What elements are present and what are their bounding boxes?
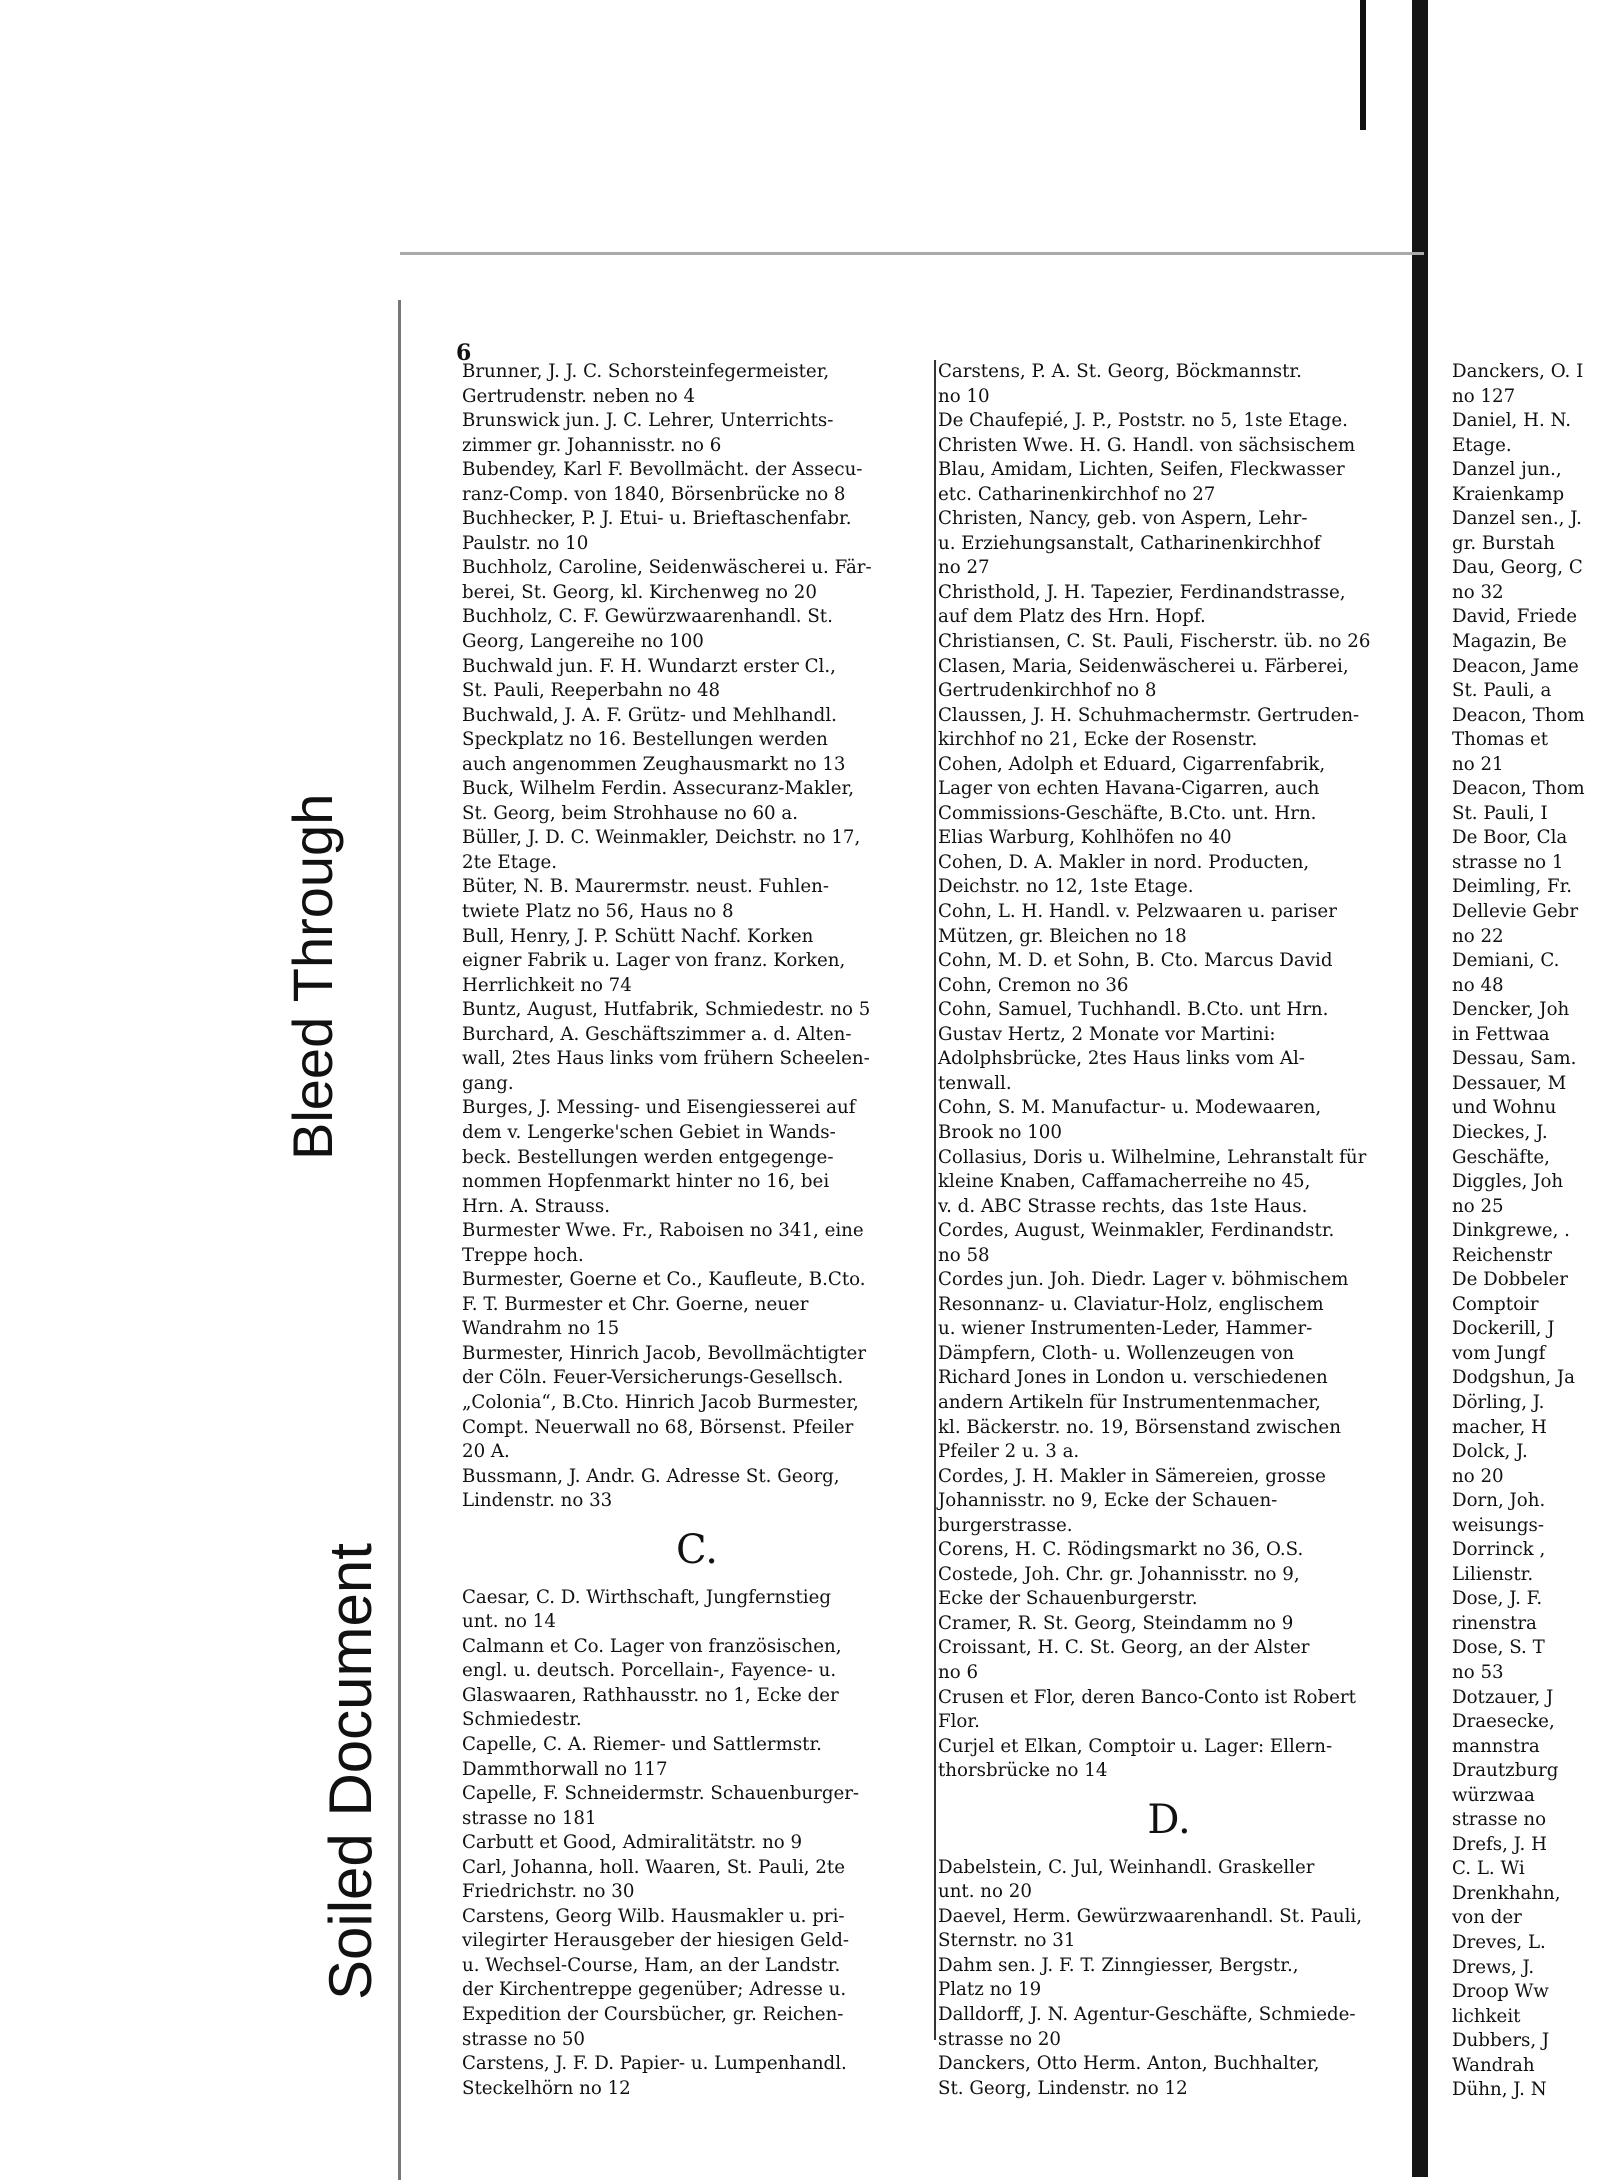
directory-entry-line: Dreves, L. — [1452, 1932, 1546, 1953]
directory-entry-line: no 127 — [1452, 385, 1516, 407]
directory-entry-line: Costede, Joh. Chr. gr. Johannisstr. no 9, — [938, 1563, 1300, 1585]
directory-entry-line: Cohn, L. H. Handl. v. Pelzwaaren u. pariser — [938, 901, 1337, 923]
directory-entry-line: Dörling, J. — [1452, 1391, 1545, 1413]
directory-entry-line: Dubbers, J — [1452, 2030, 1550, 2052]
directory-entry-line: von der — [1452, 1907, 1522, 1929]
directory-entry-line: Danckers, O. I — [1452, 361, 1584, 382]
directory-entry-line: Buchwald, J. A. F. Grütz- und Mehlhandl. — [462, 704, 837, 726]
directory-entry-line: Deacon, Thom — [1452, 704, 1585, 726]
directory-entry-line: Cohn, M. D. et Sohn, B. Cto. Marcus David — [938, 950, 1333, 972]
directory-entry-line: Cordes, J. H. Makler in Sämereien, grosse — [938, 1465, 1326, 1487]
directory-entry-line: Brook no 100 — [938, 1121, 1062, 1143]
directory-entry-line: David, Friede — [1452, 606, 1578, 628]
directory-entry-line: Steckelhörn no 12 — [462, 2077, 631, 2099]
directory-column-right-partial — [1452, 360, 1600, 2103]
directory-entry-line: Richard Jones in London u. verschiedenen — [938, 1367, 1328, 1389]
directory-entry-line: der Kirchentreppe gegenüber; Adresse u. — [462, 1979, 847, 2001]
directory-entry-line: Daniel, H. N. — [1452, 410, 1572, 432]
directory-entry-line: Dose, J. F. — [1452, 1588, 1543, 1610]
directory-entry-line: Expedition der Coursbücher, gr. Reichen- — [462, 2004, 844, 2025]
directory-entry-line: no 27 — [938, 557, 990, 579]
directory-entry-line: Cohn, S. M. Manufactur- u. Modewaaren, — [938, 1097, 1322, 1119]
directory-entry-line: Collasius, Doris u. Wilhelmine, Lehranstalt für — [938, 1146, 1367, 1168]
directory-entry-line: Dühn, J. N — [1452, 2079, 1547, 2101]
directory-entry-line: Sternstr. no 31 — [938, 1930, 1076, 1952]
directory-entry-line: kirchhof no 21, Ecke der Rosenstr. — [938, 729, 1258, 751]
directory-entry-line: strasse no 20 — [938, 2028, 1061, 2050]
directory-entry-line: kleine Knaben, Caffamacherreihe no 45, — [938, 1171, 1311, 1193]
directory-entry-line: Cordes, August, Weinmakler, Ferdinandstr. — [938, 1220, 1335, 1242]
directory-entry-line: Drenkhahn, — [1452, 1882, 1561, 1904]
page-left-edge — [398, 300, 401, 2180]
directory-column-left — [462, 360, 932, 2101]
directory-entry-line: Dammthorwall no 117 — [462, 1758, 668, 1780]
directory-entry-line: andern Artikeln für Instrumentenmacher, — [938, 1391, 1321, 1413]
page-number: 6 — [456, 340, 472, 366]
directory-entry-line: Deacon, Thom — [1452, 778, 1585, 800]
directory-entry-line: Cramer, R. St. Georg, Steindamm no 9 — [938, 1612, 1294, 1634]
directory-entry-line: würzwaa — [1452, 1784, 1535, 1806]
directory-entry-line: Christen, Nancy, geb. von Aspern, Lehr- — [938, 508, 1308, 530]
directory-entry-line: Calmann et Co. Lager von französischen, — [462, 1635, 842, 1657]
directory-entry-line: Wandrah — [1452, 2054, 1535, 2076]
directory-entry-line: Brunner, J. J. C. Schorsteinfegermeister, — [462, 361, 830, 382]
directory-entry-line: nommen Hopfenmarkt hinter no 16, bei — [462, 1171, 830, 1193]
directory-entry-line: gang. — [462, 1072, 514, 1094]
directory-entry-line: St. Pauli, Reeperbahn no 48 — [462, 680, 721, 702]
directory-entry-line: Gertrudenkirchhof no 8 — [938, 680, 1157, 702]
directory-entry-line: macher, H — [1452, 1416, 1547, 1438]
directory-entry-line: Croissant, H. C. St. Georg, an der Alster — [938, 1637, 1310, 1659]
directory-entry-line: Cohn, Cremon no 36 — [938, 974, 1129, 996]
directory-entry-line: Reichenstr — [1452, 1244, 1552, 1266]
directory-entry-line: Ecke der Schauenburgerstr. — [938, 1588, 1198, 1610]
directory-entry-line: Dolck, J. — [1452, 1441, 1528, 1463]
directory-entry-line: Mützen, gr. Bleichen no 18 — [938, 925, 1187, 947]
directory-entry-line: u. Wechsel-Course, Ham, an der Landstr. — [462, 1954, 841, 1976]
directory-entry-line: Paulstr. no 10 — [462, 532, 589, 554]
directory-entry-line: rinenstra — [1452, 1612, 1537, 1634]
directory-entry-line: Christhold, J. H. Tapezier, Ferdinandstrasse, — [938, 581, 1346, 603]
directory-entry-line: Bull, Henry, J. P. Schütt Nachf. Korken — [462, 925, 814, 947]
directory-entry-line: unt. no 14 — [462, 1611, 556, 1633]
directory-entry-line: Platz no 19 — [938, 1979, 1042, 2001]
directory-entry-line: Burchard, A. Geschäftszimmer a. d. Alten- — [462, 1023, 852, 1045]
directory-entry-line: no 32 — [1452, 581, 1504, 603]
directory-entry-line: Corens, H. C. Rödingsmarkt no 36, O.S. — [938, 1539, 1304, 1561]
directory-entry-line: St. Georg, Lindenstr. no 12 — [938, 2077, 1188, 2099]
directory-entry-line: kl. Bäckerstr. no. 19, Börsenstand zwischen — [938, 1416, 1341, 1438]
directory-entry-line: Drautzburg — [1452, 1760, 1559, 1782]
directory-entry-line: Kraienkamp — [1452, 483, 1565, 505]
directory-entry-line: Capelle, C. A. Riemer- und Sattlermstr. — [462, 1733, 822, 1755]
directory-entry-line: Blau, Amidam, Lichten, Seifen, Fleckwasser — [938, 459, 1345, 481]
directory-entry-line: Dalldorff, J. N. Agentur-Geschäfte, Schmiede- — [938, 2004, 1356, 2025]
directory-entry-line: und Wohnu — [1452, 1097, 1557, 1119]
directory-entry-line: no 22 — [1452, 925, 1504, 947]
directory-entry-line: Glaswaaren, Rathhausstr. no 1, Ecke der — [462, 1684, 839, 1706]
directory-entry-line: Diggles, Joh — [1452, 1171, 1564, 1193]
directory-entry-line: weisungs- — [1452, 1514, 1545, 1536]
directory-entry-line: „Colonia“, B.Cto. Hinrich Jacob Burmester, — [462, 1391, 859, 1413]
directory-entry-line: strasse no 181 — [462, 1807, 597, 1829]
directory-entry-line: Dockerill, J — [1452, 1318, 1555, 1340]
scan-edge-right-bar — [1412, 0, 1428, 2177]
directory-entry-line: 2te Etage. — [462, 851, 558, 873]
directory-entry-line: St. Pauli, a — [1452, 680, 1552, 702]
directory-entry-line: mannstra — [1452, 1735, 1540, 1757]
directory-entry-line: Dessauer, M — [1452, 1072, 1567, 1094]
directory-entry-line: u. Erziehungsanstalt, Catharinenkirchhof — [938, 532, 1321, 554]
section-letter-heading: C. — [676, 1526, 718, 1573]
directory-entry-line: burgerstrasse. — [938, 1514, 1073, 1536]
directory-entry-line: Thomas et — [1452, 729, 1549, 751]
directory-entry-line: Bussmann, J. Andr. G. Adresse St. Georg, — [462, 1465, 840, 1487]
directory-entry-line: no 48 — [1452, 974, 1504, 996]
directory-entry-line: no 58 — [938, 1244, 990, 1266]
directory-entry-line: in Fettwaa — [1452, 1023, 1550, 1045]
directory-entry-line: Buchwald jun. F. H. Wundarzt erster Cl., — [462, 655, 836, 677]
directory-entry-line: vilegirter Herausgeber der hiesigen Geld- — [462, 1930, 849, 1952]
directory-entry-line: Dabelstein, C. Jul, Weinhandl. Graskeller — [938, 1856, 1315, 1878]
directory-entry-line: no 25 — [1452, 1195, 1504, 1217]
directory-entry-line: Carstens, P. A. St. Georg, Böckmannstr. — [938, 361, 1302, 382]
directory-entry-line: berei, St. Georg, kl. Kirchenweg no 20 — [462, 581, 817, 603]
directory-entry-line: Lindenstr. no 33 — [462, 1490, 613, 1512]
directory-entry-line: v. d. ABC Strasse rechts, das 1ste Haus. — [938, 1195, 1308, 1217]
directory-entry-line: Burmester Wwe. Fr., Raboisen no 341, eine — [462, 1220, 864, 1242]
directory-entry-line: Draesecke, — [1452, 1711, 1555, 1733]
directory-entry-line: Cordes jun. Joh. Diedr. Lager v. böhmischem — [938, 1269, 1349, 1291]
directory-entry-line: Buchholz, Caroline, Seidenwäscherei u. Fär- — [462, 557, 872, 579]
directory-entry-line: Buchhecker, P. J. Etui- u. Brieftaschenfabr. — [462, 508, 852, 530]
directory-entry-line: no 6 — [938, 1661, 979, 1683]
directory-entry-line: Cohen, Adolph et Eduard, Cigarrenfabrik, — [938, 753, 1326, 775]
directory-entry-line: F. T. Burmester et Chr. Goerne, neuer — [462, 1293, 809, 1315]
soiled-document-stamp: Soiled Document — [317, 1543, 384, 2000]
section-letter-heading: D. — [1147, 1796, 1191, 1843]
directory-entry-line: Buntz, August, Hutfabrik, Schmiedestr. no 5 — [462, 999, 871, 1021]
directory-entry-line: beck. Bestellungen werden entgegenge- — [462, 1146, 834, 1168]
directory-entry-line: Claussen, J. H. Schuhmachermstr. Gertruden- — [938, 704, 1360, 726]
scan-edge-top-bar — [1360, 0, 1366, 130]
directory-entry-line: no 10 — [938, 385, 990, 407]
directory-entry-line: Speckplatz no 16. Bestellungen werden — [462, 729, 828, 751]
directory-entry-line: unt. no 20 — [938, 1881, 1032, 1903]
directory-entry-line: Demiani, C. — [1452, 950, 1560, 972]
directory-entry-line: Dessau, Sam. — [1452, 1048, 1577, 1070]
directory-entry-line: Gustav Hertz, 2 Monate vor Martini: — [938, 1023, 1276, 1045]
directory-entry-line: Curjel et Elkan, Comptoir u. Lager: Ellern- — [938, 1735, 1333, 1757]
directory-entry-line: zimmer gr. Johannisstr. no 6 — [462, 434, 722, 456]
directory-entry-line: De Boor, Cla — [1452, 827, 1568, 849]
directory-entry-line: Danzel sen., J. — [1452, 508, 1582, 530]
directory-entry-line: Drews, J. — [1452, 1956, 1535, 1978]
directory-entry-line: Adolphsbrücke, 2tes Haus links vom Al- — [938, 1048, 1305, 1070]
directory-entry-line: Burmester, Hinrich Jacob, Bevollmächtigter — [462, 1342, 867, 1364]
directory-entry-line: ranz-Comp. von 1840, Börsenbrücke no 8 — [462, 483, 846, 505]
directory-entry-line: twiete Platz no 56, Haus no 8 — [462, 901, 734, 923]
directory-entry-line: Pfeiler 2 u. 3 a. — [938, 1441, 1080, 1463]
page-top-edge — [400, 252, 1424, 255]
directory-entry-line: Compt. Neuerwall no 68, Börsenst. Pfeiler — [462, 1416, 854, 1438]
directory-entry-line: Dinkgrewe, . — [1452, 1220, 1570, 1242]
directory-entry-line: Burges, J. Messing- und Eisengiesserei auf — [462, 1097, 856, 1119]
directory-entry-line: De Dobbeler — [1452, 1269, 1568, 1291]
directory-entry-line: u. wiener Instrumenten-Leder, Hammer- — [938, 1318, 1313, 1340]
directory-entry-line: strasse no 50 — [462, 2028, 585, 2050]
directory-entry-line: Büller, J. D. C. Weinmakler, Deichstr. no 17, — [462, 827, 861, 849]
directory-entry-line: auf dem Platz des Hrn. Hopf. — [938, 606, 1206, 628]
directory-entry-line: Dose, S. T — [1452, 1637, 1545, 1659]
bleed-through-stamp: Bleed Through — [281, 793, 344, 1160]
directory-entry-line: Bubendey, Karl F. Bevollmächt. der Assecu- — [462, 459, 863, 481]
directory-entry-line: Etage. — [1452, 434, 1512, 456]
directory-entry-line: St. Georg, beim Strohhause no 60 a. — [462, 802, 798, 824]
directory-entry-line: dem v. Lengerke'schen Gebiet in Wands- — [462, 1121, 836, 1143]
directory-entry-line: Geschäfte, — [1452, 1146, 1550, 1168]
directory-entry-line: Flor. — [938, 1711, 980, 1733]
directory-entry-line: Dencker, Joh — [1452, 999, 1570, 1021]
directory-entry-line: wall, 2tes Haus links vom frühern Scheelen- — [462, 1048, 870, 1070]
directory-entry-line: no 53 — [1452, 1661, 1504, 1683]
directory-entry-line: Crusen et Flor, deren Banco-Conto ist Robert — [938, 1686, 1356, 1708]
directory-entry-line: Brunswick jun. J. C. Lehrer, Unterrichts- — [462, 410, 834, 432]
directory-entry-line: Buchholz, C. F. Gewürzwaarenhandl. St. — [462, 606, 833, 628]
directory-entry-line: gr. Burstah — [1452, 532, 1555, 554]
directory-entry-line: Resonnanz- u. Claviatur-Holz, englischem — [938, 1293, 1324, 1315]
directory-entry-line: Drefs, J. H — [1452, 1833, 1547, 1855]
directory-entry-line: Elias Warburg, Kohlhöfen no 40 — [938, 827, 1232, 849]
directory-entry-line: engl. u. deutsch. Porcellain-, Fayence- u. — [462, 1660, 837, 1682]
directory-entry-line: Büter, N. B. Maurermstr. neust. Fuhlen- — [462, 876, 830, 898]
directory-entry-line: Carstens, Georg Wilb. Hausmakler u. pri- — [462, 1905, 845, 1927]
directory-entry-line: Dotzauer, J — [1452, 1686, 1554, 1708]
directory-entry-line: Dieckes, J. — [1452, 1121, 1548, 1143]
directory-entry-line: eigner Fabrik u. Lager von franz. Korken, — [462, 950, 846, 972]
directory-entry-line: Carbutt et Good, Admiralitätstr. no 9 — [462, 1832, 803, 1854]
directory-entry-line: Deimling, Fr. — [1452, 876, 1573, 898]
directory-entry-line: Burmester, Goerne et Co., Kaufleute, B.Cto. — [462, 1269, 866, 1291]
directory-entry-line: Dorrinck , — [1452, 1539, 1546, 1561]
directory-entry-line: etc. Catharinenkirchhof no 27 — [938, 483, 1216, 505]
directory-entry-line: Comptoir — [1452, 1293, 1539, 1315]
directory-entry-line: Commissions-Geschäfte, B.Cto. unt. Hrn. — [938, 802, 1317, 824]
directory-entry-line: Cohn, Samuel, Tuchhandl. B.Cto. unt Hrn. — [938, 999, 1329, 1021]
directory-entry-line: Carl, Johanna, holl. Waaren, St. Pauli, 2te — [462, 1856, 846, 1878]
directory-entry-line: Hrn. A. Strauss. — [462, 1195, 610, 1217]
directory-entry-line: Christiansen, C. St. Pauli, Fischerstr. üb. no 26 — [938, 631, 1371, 653]
directory-entry-line: Lilienstr. — [1452, 1563, 1534, 1585]
directory-entry-line: Dau, Georg, C — [1452, 557, 1583, 579]
directory-entry-line: Deichstr. no 12, 1ste Etage. — [938, 876, 1194, 898]
directory-entry-line: Clasen, Maria, Seidenwäscherei u. Färberei, — [938, 655, 1349, 677]
directory-entry-line: Dellevie Gebr — [1452, 901, 1579, 923]
directory-entry-line: Caesar, C. D. Wirthschaft, Jungfernstieg — [462, 1586, 831, 1608]
directory-entry-line: 20 A. — [462, 1441, 510, 1463]
directory-entry-line: Johannisstr. no 9, Ecke der Schauen- — [938, 1490, 1278, 1512]
directory-entry-line: der Cöln. Feuer-Versicherungs-Gesellsch. — [462, 1367, 844, 1389]
directory-entry-line: Schmiedestr. — [462, 1709, 582, 1731]
column-divider — [934, 360, 936, 2040]
directory-entry-line: St. Pauli, I — [1452, 802, 1548, 824]
directory-entry-line: Gertrudenstr. neben no 4 — [462, 385, 696, 407]
directory-entry-line: lichkeit — [1452, 2005, 1521, 2027]
directory-entry-line: vom Jungf — [1452, 1342, 1546, 1364]
directory-entry-line: Capelle, F. Schneidermstr. Schauenburger- — [462, 1783, 860, 1805]
directory-entry-line: Deacon, Jame — [1452, 655, 1579, 677]
directory-entry-line: C. L. Wi — [1452, 1858, 1525, 1880]
directory-entry-line: Carstens, J. F. D. Papier- u. Lumpenhandl. — [462, 2053, 847, 2075]
directory-entry-line: Droop Ww — [1452, 1981, 1549, 2003]
directory-entry-line: Daevel, Herm. Gewürzwaarenhandl. St. Pauli, — [938, 1905, 1363, 1927]
directory-column-middle — [938, 360, 1400, 2101]
directory-entry-line: Cohen, D. A. Makler in nord. Producten, — [938, 851, 1310, 873]
directory-entry-line: strasse no — [1452, 1809, 1547, 1831]
directory-entry-line: Treppe hoch. — [462, 1244, 584, 1266]
directory-entry-line: Danckers, Otto Herm. Anton, Buchhalter, — [938, 2053, 1320, 2075]
directory-entry-line: strasse no 1 — [1452, 851, 1564, 873]
directory-entry-line: Danzel jun., — [1452, 459, 1562, 481]
directory-entry-line: Magazin, Be — [1452, 631, 1567, 653]
directory-entry-line: Lager von echten Havana-Cigarren, auch — [938, 778, 1320, 800]
directory-entry-line: thorsbrücke no 14 — [938, 1760, 1108, 1782]
directory-entry-line: Dodgshun, Ja — [1452, 1367, 1575, 1389]
directory-entry-line: Wandrahm no 15 — [462, 1318, 620, 1340]
directory-entry-line: no 20 — [1452, 1465, 1504, 1487]
directory-entry-line: Herrlichkeit no 74 — [462, 974, 632, 996]
directory-entry-line: Dorn, Joh. — [1452, 1490, 1546, 1512]
directory-entry-line: Buck, Wilhelm Ferdin. Assecuranz-Makler, — [462, 778, 854, 800]
directory-entry-line: no 21 — [1452, 753, 1504, 775]
directory-entry-line: Dämpfern, Cloth- u. Wollenzeugen von — [938, 1342, 1295, 1364]
directory-entry-line: Dahm sen. J. F. T. Zinngiesser, Bergstr., — [938, 1954, 1299, 1976]
directory-entry-line: Georg, Langereihe no 100 — [462, 631, 704, 653]
directory-entry-line: auch angenommen Zeughausmarkt no 13 — [462, 753, 846, 775]
directory-entry-line: De Chaufepié, J. P., Poststr. no 5, 1ste Etage. — [938, 410, 1348, 432]
directory-entry-line: Friedrichstr. no 30 — [462, 1881, 635, 1903]
directory-entry-line: Christen Wwe. H. G. Handl. von sächsischem — [938, 434, 1356, 456]
directory-entry-line: tenwall. — [938, 1072, 1012, 1094]
